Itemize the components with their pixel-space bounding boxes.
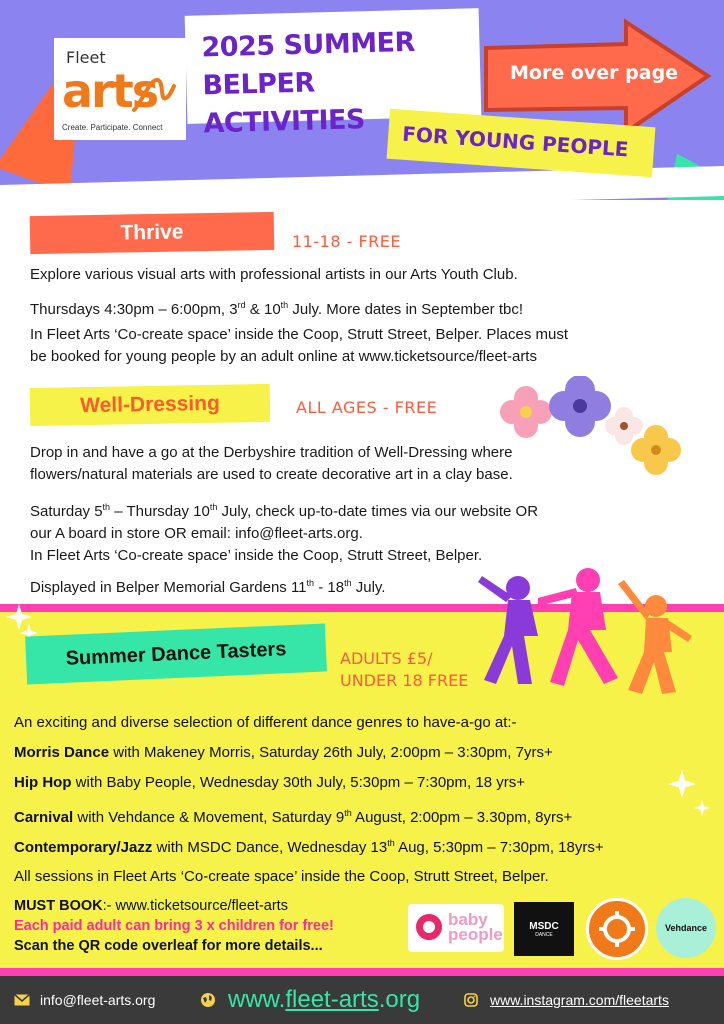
well-dates-text: Saturday 5	[30, 503, 103, 520]
thrive-location	[30, 324, 568, 368]
baby-people-line-2: people	[448, 925, 503, 944]
baby-people-mark-icon	[416, 914, 442, 940]
superscript: th	[387, 838, 395, 848]
arrow-label: More over page	[510, 62, 679, 84]
well-dressing-price: ALL AGES - FREE	[296, 398, 438, 417]
baby-people-logo	[408, 904, 504, 952]
footer	[0, 976, 724, 1024]
dance-genre: Morris Dance	[14, 744, 110, 761]
msdc-logo	[514, 902, 574, 956]
dance-item-morris	[14, 742, 553, 764]
email-link[interactable]: info@fleet-arts.org	[40, 992, 156, 1008]
footer-email[interactable]	[14, 976, 155, 1024]
footer-instagram[interactable]	[464, 976, 669, 1024]
must-book-label: MUST BOOK	[14, 898, 103, 914]
footer-website[interactable]	[200, 976, 420, 1024]
well-dressing-description	[30, 442, 513, 486]
dance-price-line-1: ADULTS £5/	[340, 649, 433, 668]
thrive-dates-text: & 10	[245, 301, 281, 318]
superscript: th	[306, 578, 315, 588]
fleet-arts-logo[interactable]	[54, 38, 186, 140]
title-box	[185, 8, 482, 140]
thrive-dates-text: July. More dates in September tbc!	[288, 301, 524, 318]
thrive-price: 11-18 - FREE	[292, 232, 401, 251]
dance-detail: with Makeney Morris, Saturday 26th July, 2:00pm – 3:30pm, 7yrs+	[109, 744, 553, 761]
instagram-link[interactable]: www.instagram.com/fleetarts	[490, 992, 669, 1008]
dance-item-hiphop	[14, 772, 525, 794]
well-dates-text: – Thursday 10	[110, 503, 210, 520]
well-dressing-dates	[30, 496, 538, 567]
thrive-dates	[30, 294, 523, 321]
website-suffix: .org	[378, 986, 421, 1013]
title-line-1: 2025 SUMMER	[201, 26, 416, 64]
logo-fleet-text: Fleet	[66, 48, 106, 67]
dance-detail: with Vehdance & Movement, Saturday 9	[73, 809, 345, 826]
globe-icon	[200, 992, 216, 1008]
well-dressing-label: Well-Dressing	[30, 384, 271, 426]
dance-detail: with Baby People, Wednesday 30th July, 5:30pm – 7:30pm, 18 yrs+	[71, 774, 525, 791]
dance-sessions-location: All sessions in Fleet Arts ‘Co-create space’ inside the Coop, Strutt Street, Belper.	[14, 868, 549, 885]
superscript: th	[209, 502, 218, 512]
website-prefix: www.	[228, 986, 286, 1013]
well-description-line-1: Drop in and have a go at the Derbyshire tradition of Well-Dressing where	[30, 444, 513, 461]
well-dates-line-3: In Fleet Arts ‘Co-create space’ inside the Coop, Strutt Street, Belper.	[30, 547, 483, 564]
logo-arts-text: arts	[62, 64, 158, 118]
dance-intro: An exciting and diverse selection of different dance genres to have-a-go at:-	[14, 714, 517, 731]
thrive-dates-text: Thursdays 4:30pm – 6:00pm, 3	[30, 301, 238, 318]
superscript: th	[344, 578, 352, 588]
title-line-2: BELPER ACTIVITIES	[202, 67, 366, 140]
flowers-icon	[498, 376, 688, 480]
makeney-morris-logo	[586, 898, 648, 960]
dance-label: Summer Dance Tasters	[25, 623, 327, 684]
msdc-name: MSDC	[529, 920, 559, 932]
qr-code-note: Scan the QR code overleaf for more details...	[14, 938, 323, 954]
well-dates-text: July, check up-to-date times via our website OR	[217, 503, 539, 520]
booking-info	[14, 896, 334, 956]
well-dates-line-1	[30, 496, 538, 523]
dance-detail: with MSDC Dance, Wednesday 13	[152, 839, 388, 856]
dance-detail: August, 2:00pm – 3.30pm, 8yrs+	[351, 809, 573, 826]
dance-genre: Carnival	[14, 809, 74, 826]
website-link[interactable]	[228, 986, 420, 1014]
well-dates-line-2: our A board in store OR email: info@fleet-arts.org.	[30, 525, 363, 542]
well-display-text: - 18	[314, 579, 345, 596]
well-display-text: July.	[351, 579, 386, 596]
children-free-note: Each paid adult can bring 3 x children for free!	[14, 918, 334, 934]
thrive-location-line-2: be booked for young people by an adult online at www.ticketsource/fleet-arts	[30, 348, 537, 365]
page-subtitle: FOR YOUNG PEOPLE	[401, 121, 630, 162]
must-book-line	[14, 896, 334, 916]
dancers-illustration-icon	[478, 566, 708, 696]
superscript: rd	[237, 300, 246, 310]
instagram-icon	[464, 993, 478, 1007]
thrive-description: Explore various visual arts with professional artists in our Arts Youth Club.	[30, 266, 518, 283]
envelope-icon	[14, 994, 30, 1006]
sparkle-icon	[668, 770, 696, 798]
sparkle-icon	[694, 800, 710, 816]
superscript: th	[102, 502, 111, 512]
dance-item-contemporary	[14, 832, 604, 859]
dance-genre: Contemporary/Jazz	[14, 839, 153, 856]
thrive-label: Thrive	[30, 212, 275, 254]
well-dressing-display	[30, 572, 385, 599]
dance-price	[340, 648, 468, 692]
dance-genre: Hip Hop	[14, 774, 72, 791]
baby-people-line-1: baby	[448, 910, 488, 929]
booking-link[interactable]: :- www.ticketsource/fleet-arts	[102, 898, 288, 914]
well-display-text: Displayed in Belper Memorial Gardens 11	[30, 579, 307, 596]
superscript: th	[344, 808, 352, 818]
website-main: fleet-arts	[285, 986, 379, 1013]
dance-price-line-2: UNDER 18 FREE	[340, 671, 469, 690]
logo-tagline: Create. Participate. Connect	[62, 123, 163, 132]
msdc-subtext: DANCE	[535, 931, 553, 938]
gear-icon	[589, 901, 645, 957]
superscript: th	[280, 300, 289, 310]
well-description-line-2: flowers/natural materials are used to create decorative art in a clay base.	[30, 466, 513, 483]
dance-item-carnival	[14, 802, 572, 829]
msdc-text	[529, 921, 558, 938]
logo-swoosh-icon	[132, 72, 176, 116]
baby-people-text	[448, 912, 503, 942]
vehdance-logo: Vehdance	[656, 898, 716, 958]
dance-detail: Aug, 5:30pm – 7:30pm, 18yrs+	[394, 839, 604, 856]
thrive-location-line-1: In Fleet Arts ‘Co-create space’ inside the Coop, Strutt Street, Belper. Places must	[30, 326, 569, 343]
